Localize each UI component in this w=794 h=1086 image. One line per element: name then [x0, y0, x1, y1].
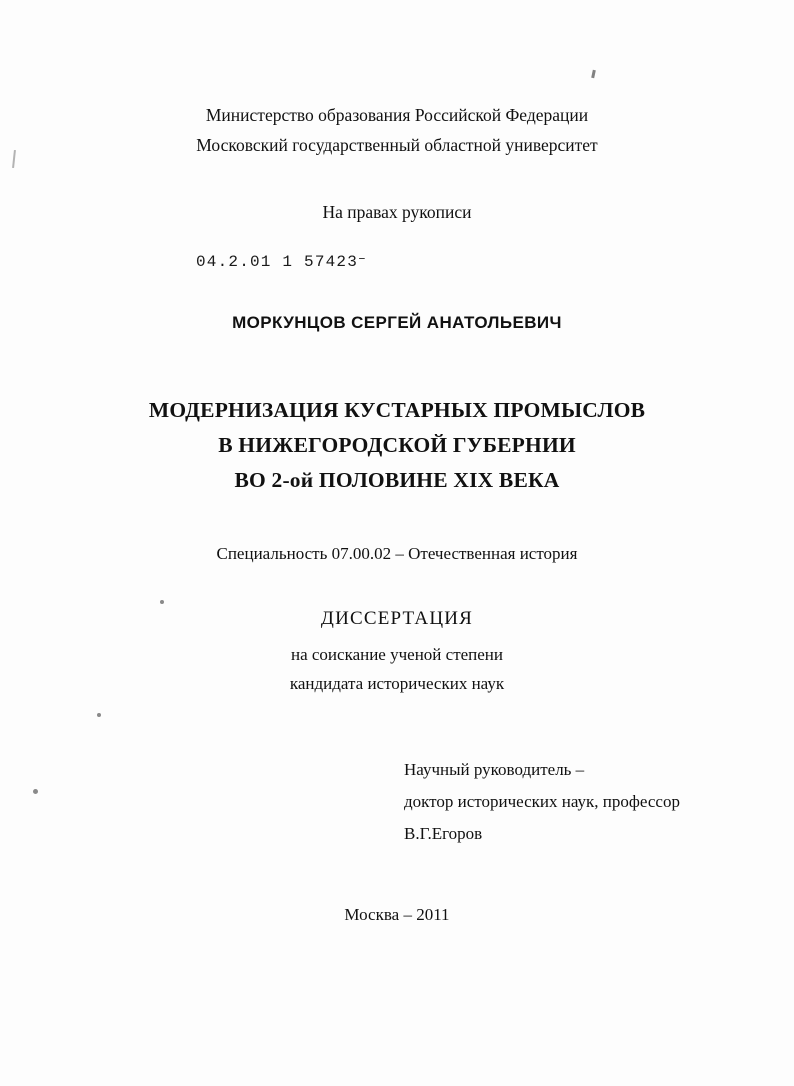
- degree-line-2: кандидата исторических наук: [289, 674, 505, 693]
- manuscript-note: На правах рукописи: [322, 202, 472, 222]
- document-type: ДИССЕРТАЦИЯ: [320, 608, 474, 629]
- specialty-line: Специальность 07.00.02 – Отечественная история: [216, 544, 578, 563]
- degree-line-1: на соискание ученой степени: [290, 645, 504, 664]
- dissertation-title: [0, 393, 794, 498]
- supervisor-title: доктор исторических наук, профессор: [404, 792, 680, 811]
- supervisor-block: [404, 754, 794, 850]
- degree-statement: [0, 640, 794, 698]
- ministry-line-1: Министерство образования Российской Федерации: [205, 105, 589, 125]
- stamp-code: [196, 251, 794, 271]
- supervisor-label: Научный руководитель –: [404, 760, 585, 779]
- author-name: МОРКУНЦОВ СЕРГЕЙ АНАТОЛЬЕВИЧ: [232, 313, 562, 332]
- title-line-1: МОДЕРНИЗАЦИЯ КУСТАРНЫХ ПРОМЫСЛОВ: [148, 398, 646, 422]
- place-and-year: Москва – 2011: [344, 905, 450, 924]
- stamp-code-value: 04.2.01 1 57423: [196, 253, 359, 271]
- title-line-3: ВО 2-ой ПОЛОВИНЕ XIX ВЕКА: [234, 468, 560, 492]
- supervisor-name: В.Г.Егоров: [404, 824, 483, 843]
- stamp-code-tail: –: [358, 251, 366, 266]
- issuing-organization: [0, 100, 794, 160]
- ministry-line-2: Московский государственный областной университет: [196, 135, 598, 155]
- title-line-2: В НИЖЕГОРОДСКОЙ ГУБЕРНИИ: [218, 433, 576, 457]
